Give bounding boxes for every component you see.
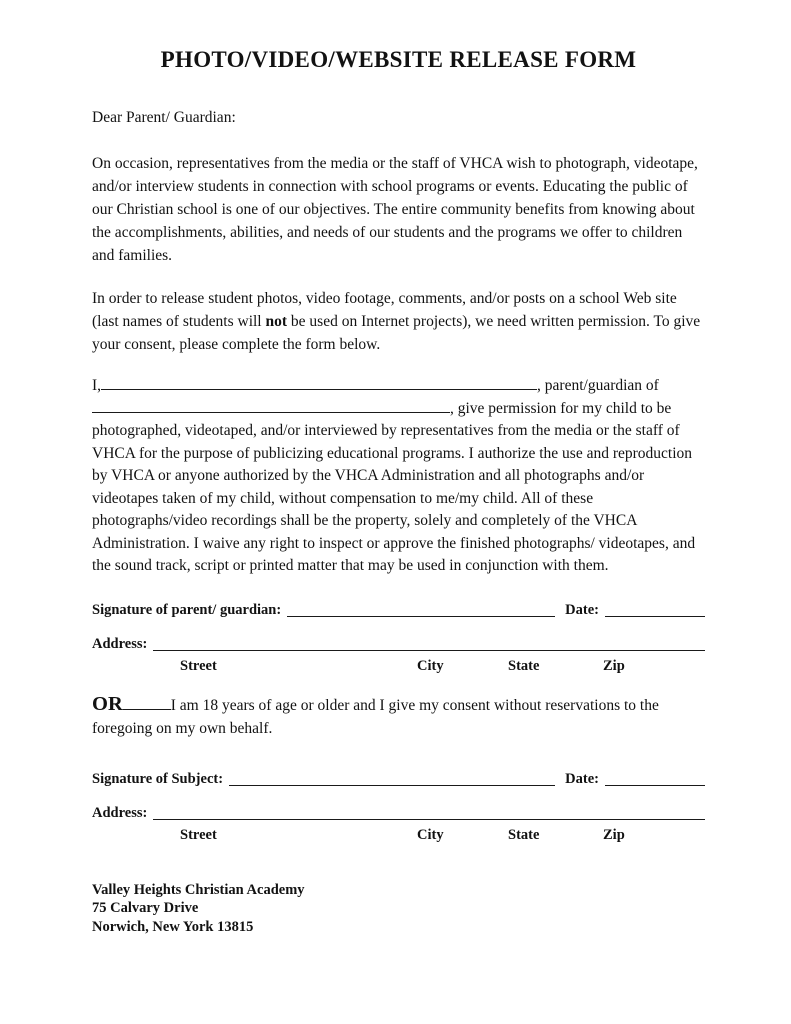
subject-address-label: Address: (92, 804, 148, 821)
or-label: OR (92, 692, 123, 715)
school-street: 75 Calvary Drive (92, 900, 199, 916)
zip-label: Zip (603, 657, 625, 674)
intro-paragraph: On occasion, representatives from the media or the staff of VHCA wish to photograph, videotape, and/or interview students in connection with school programs or events. Educating the public of our Christian school is one of our objectives. The entire community benefits from knowing about the accomplishments, abilities, and needs of our students and the programs we offer to children and families. (92, 155, 698, 264)
city-label: City (417, 657, 444, 674)
policy-text-after: be used on Internet projects), we need written permission. To give your consent, please complete the form below. (92, 313, 701, 353)
state-label: State (508, 657, 540, 674)
consent-lead: I, (92, 377, 102, 394)
parent-signature-row (92, 599, 705, 621)
street-label: Street (180, 826, 217, 843)
policy-text-before: In order to release student photos, video footage, comments, and/or posts on a school Web site (last names of students will (92, 290, 677, 330)
bold-not-word: not (265, 313, 288, 330)
subject-signature-row (92, 768, 705, 790)
subject-signature-label: Signature of Subject: (92, 770, 224, 787)
city-label: City (417, 826, 444, 843)
or-clause-text: I am 18 years of age or older and I give my consent without reservations to the foregoing on my own behalf. (92, 696, 659, 737)
school-city-state-zip: Norwich, New York 13815 (92, 918, 254, 935)
child-name-blank[interactable] (92, 411, 450, 413)
subject-address-row (92, 802, 705, 824)
parent-address-line[interactable] (153, 649, 705, 651)
street-label: Street (180, 657, 217, 674)
parent-address-label: Address: (92, 635, 148, 652)
consent-after-child-blank: , give permission for my child to be photographed, videotaped, and/or interviewed by representatives from the media or the staff of VHCA for the purpose of publicizing educational programs. I authorize the use and reproduction by VHCA or anyone authorized by the VHCA Administration and all photographs and/or videotapes taken of my child, without compensation to me/my child. All of these photographs/video recordings shall be the property, solely and completely of the VHCA Administration. I waive any right to inspect or approve the finished photographs/ videotapes, and the sound track, script or printed matter that may be used in conjunction with them. (92, 399, 696, 574)
consent-paragraph (92, 375, 705, 578)
school-name: Valley Heights Christian Academy (92, 881, 305, 898)
school-address-block (92, 881, 705, 937)
state-label: State (508, 826, 540, 843)
parent-date-line[interactable] (605, 615, 705, 617)
parent-signature-label: Signature of parent/ guardian: (92, 601, 282, 618)
zip-label: Zip (603, 826, 625, 843)
consent-after-parent-blank: , parent/guardian of (537, 377, 659, 394)
salutation: Dear Parent/ Guardian: (92, 109, 236, 126)
parent-signature-line[interactable] (287, 615, 555, 617)
subject-address-field-labels (92, 825, 705, 845)
parent-address-field-labels (92, 656, 705, 676)
form-title: PHOTO/VIDEO/WEBSITE RELEASE FORM (160, 47, 637, 72)
subject-date-line[interactable] (605, 784, 705, 786)
or-clause (92, 691, 705, 740)
policy-paragraph (92, 287, 705, 356)
subject-signature-line[interactable] (229, 784, 555, 786)
or-consent-blank[interactable] (123, 708, 171, 710)
subject-address-line[interactable] (153, 818, 705, 820)
parent-date-label: Date: (565, 601, 599, 618)
parent-address-row (92, 633, 705, 655)
parent-name-blank[interactable] (101, 388, 537, 390)
subject-date-label: Date: (565, 770, 599, 787)
